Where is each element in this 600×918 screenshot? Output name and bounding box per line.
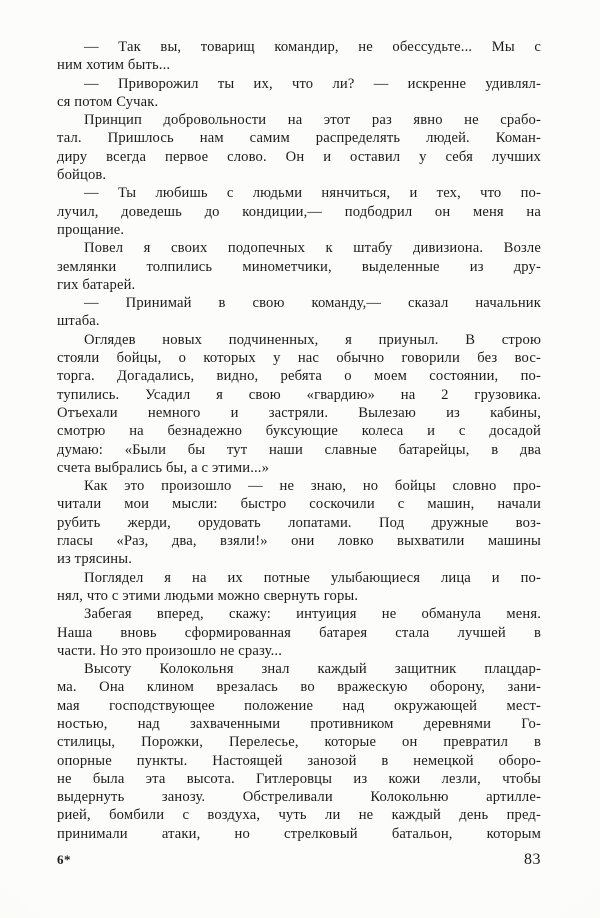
text-line: тал. Пришлось нам самим распределять людей. Коман- xyxy=(57,130,541,147)
text-line: стилицы, Порожки, Перелесье, которые он превратил в xyxy=(57,734,541,751)
text-line: счета выбрались бы, а с этими...» xyxy=(57,459,270,476)
text-line: не была эта высота. Гитлеровцы из кожи лезли, чтобы xyxy=(57,770,541,787)
text-line: торга. Догадались, видно, ребята о моем состоянии, по- xyxy=(57,368,541,385)
text-line: рубить жерди, орудовать лопатами. Под дружные воз- xyxy=(57,514,541,531)
text-line: бойцов. xyxy=(57,167,107,184)
paragraph xyxy=(57,75,541,112)
text-line: гих батарей. xyxy=(57,276,136,293)
text-line: стояли бойцы, о которых у нас обычно говорили без вос- xyxy=(57,350,541,367)
text-line: — Принимай в свою команду,— сказал начальник xyxy=(84,295,541,312)
page-footer xyxy=(57,851,541,869)
text-line: опорные пункты. Настоящей занозой в немецкой оборо- xyxy=(57,752,541,769)
text-line: ма. Она клином врезалась во вражескую оборону, зани- xyxy=(57,679,541,696)
paragraph xyxy=(57,111,541,184)
text-line: — Приворожил ты их, что ли? — искренне удивлял- xyxy=(84,75,541,92)
text-line: лучил, доведешь до кондиции,— подбодрил он меня на xyxy=(57,203,541,220)
text-line: Поглядел я на их потные улыбающиеся лица и по- xyxy=(84,569,541,586)
text-line: нял, что с этими людьми можно свернуть горы. xyxy=(57,587,359,604)
text-line: принимали атаки, но стрелковый батальон, которым xyxy=(57,825,541,842)
text-line: ностью, над захваченными противником деревнями Го- xyxy=(57,715,541,732)
text-line: выдернуть занозу. Обстреливали Колокольню артилле- xyxy=(57,789,541,806)
signature-mark: 6* xyxy=(57,852,71,867)
text-line: землянки толпились минометчики, выделенные из дру- xyxy=(57,258,541,275)
paragraph xyxy=(57,239,541,294)
text-line: гласы «Раз, два, взяли!» они ловко выхватили машины xyxy=(57,533,541,550)
text-line: из трясины. xyxy=(57,551,132,568)
paragraph xyxy=(57,331,541,477)
text-line: Высоту Колокольня знал каждый защитник плацдар- xyxy=(84,661,541,678)
text-line: ним хотим быть... xyxy=(57,57,171,74)
paragraph xyxy=(57,660,541,843)
text-line: тупились. Усадил я свою «гвардию» на 2 грузовика. xyxy=(57,386,541,403)
text-line: ся потом Сучак. xyxy=(57,93,159,110)
text-line: диру всегда первое слово. Он и оставил у себя лучших xyxy=(57,148,541,165)
text-line: части. Но это произошло не сразу... xyxy=(57,642,282,659)
text-line: Как это произошло — не знаю, но бойцы словно про- xyxy=(84,478,541,495)
paragraph xyxy=(57,605,541,660)
text-line: Принцип добровольности на этот раз явно не срабо- xyxy=(84,112,541,129)
paragraph xyxy=(57,184,541,239)
text-line: мая господствующее положение над окружающей мест- xyxy=(57,697,541,714)
text-line: Наша вновь сформированная батарея стала лучшей в xyxy=(57,624,541,641)
text-line: смотрю на безнадежно буксующие колеса и с досадой xyxy=(57,423,541,440)
text-line: — Так вы, товарищ командир, не обессудьте... Мы с xyxy=(84,39,541,55)
text-line: штаба. xyxy=(57,313,100,330)
paragraph xyxy=(57,294,541,331)
text-block xyxy=(57,38,541,843)
text-line: Оглядев новых подчиненных, я приуныл. В строю xyxy=(84,331,541,348)
text-line: — Ты любишь с людьми нянчиться, и тех, что по- xyxy=(84,185,541,202)
text-line: Забегая вперед, скажу: интуиция не обманула меня. xyxy=(84,606,541,623)
paragraph xyxy=(57,569,541,606)
paragraph xyxy=(57,477,541,568)
page-number: 83 xyxy=(524,851,541,868)
text-line: Отъехали немного и застряли. Вылезаю из кабины, xyxy=(57,404,541,421)
text-line: Повел я своих подопечных к штабу дивизиона. Возле xyxy=(84,240,541,257)
text-line: читали мои мысли: быстро соскочили с машин, начали xyxy=(57,496,541,513)
text-line: думаю: «Были бы тут наши славные батарейцы, в два xyxy=(57,441,541,458)
paragraph xyxy=(57,38,541,75)
text-line: рией, бомбили с воздуха, чуть ли не каждый день пред- xyxy=(57,807,541,824)
text-line: прощание. xyxy=(57,221,125,238)
